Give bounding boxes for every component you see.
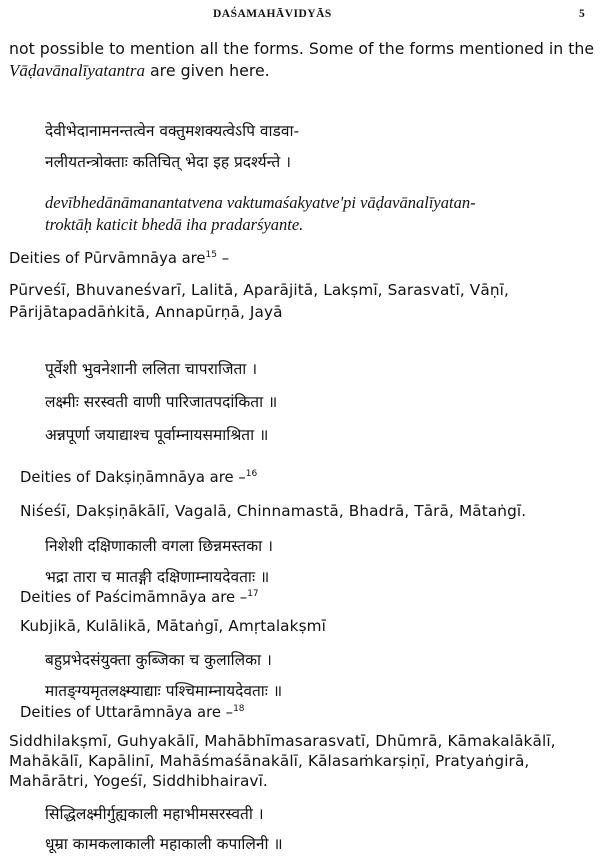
purvamnaya-names-line-2: Pārijātapadāṅkitā, Annapūrṇā, Jayā xyxy=(9,303,283,321)
purvamnaya-heading-text: Deities of Pūrvāmnāya are xyxy=(9,250,206,267)
daksinamnaya-devanagari-line-2: भद्रा तारा च मातङ्गी दक्षिणाम्नायदेवताः ॥ xyxy=(45,568,270,586)
footnote-17: 17 xyxy=(247,589,259,600)
uttaramnaya-names-line-1: Siddhilakṣmī, Guhyakālī, Mahābhīmasarasvatī, Dhūmrā, Kāmakalākālī, xyxy=(9,732,556,750)
intro-line-2-rest: are given here. xyxy=(144,61,270,80)
footnote-15: 15 xyxy=(205,250,217,261)
uttaramnaya-heading-text: Deities of Uttarāmnāya are – xyxy=(20,704,234,721)
intro-book-title: Vāḍavānalīyatantra xyxy=(9,61,145,80)
verse-1-translit-line-1: devībhedānāmanantatvena vaktumaśakyatve'pi vāḍavānalīyatan- xyxy=(45,193,476,212)
pascimamnaya-devanagari-line-1: बहुप्रभेदसंयुक्ता कुब्जिका च कुलालिका । xyxy=(45,651,272,669)
uttaramnaya-heading xyxy=(20,704,245,721)
uttaramnaya-names-line-3: Mahārātri, Yogeśī, Siddhibhairavī. xyxy=(9,772,268,790)
pascimamnaya-heading xyxy=(20,589,259,606)
daksinamnaya-names-line-1: Niśeśī, Dakṣiṇākālī, Vagalā, Chinnamastā, Bhadrā, Tārā, Mātaṅgī. xyxy=(20,502,527,520)
footnote-18: 18 xyxy=(233,704,245,715)
verse-1-devanagari-line-1: देवीभेदानामनन्तत्वेन वक्तुमशक्यत्वेऽपि वाडवा- xyxy=(45,122,300,140)
intro-line-2 xyxy=(9,61,270,81)
intro-line-1: not possible to mention all the forms. Some of the forms mentioned in the xyxy=(9,39,595,58)
uttaramnaya-names-line-2: Mahākālī, Kapālinī, Mahāśmaśānakālī, Kālasaṁkarṣiṇī, Pratyaṅgirā, xyxy=(9,752,530,770)
daksinamnaya-devanagari-line-1: निशेशी दक्षिणाकाली वगला छिन्नमस्तका । xyxy=(45,537,273,555)
footnote-16: 16 xyxy=(245,469,258,480)
purvamnaya-heading xyxy=(9,250,229,267)
daksinamnaya-heading xyxy=(20,469,257,486)
daksinamnaya-heading-text: Deities of Dakṣiṇāmnāya are – xyxy=(20,469,246,486)
page-number: 5 xyxy=(579,8,586,20)
verse-1-devanagari-line-2: नलीयतन्त्रोक्ताः कतिचित् भेदा इह प्रदर्श्यन्ते । xyxy=(45,153,292,171)
uttaramnaya-devanagari-line-2: धूम्रा कामकलाकाली महाकाली कपालिनी ॥ xyxy=(45,835,283,853)
purvamnaya-dash: – xyxy=(216,250,230,267)
uttaramnaya-devanagari-line-1: सिद्धिलक्ष्मीर्गुह्यकाली महाभीमसरस्वती । xyxy=(45,805,264,823)
verse-1-translit-line-2: troktāḥ katicit bhedā iha pradarśyante. xyxy=(45,215,304,234)
purvamnaya-names-line-1: Pūrveśī, Bhuvaneśvarī, Lalitā, Aparājitā, Lakṣmī, Sarasvatī, Vāṇī, xyxy=(9,281,509,299)
purvamnaya-devanagari-line-1: पूर्वेशी भुवनेशानी ललिता चापराजिता । xyxy=(45,360,258,378)
purvamnaya-devanagari-line-2: लक्ष्मीः सरस्वती वाणी पारिजातपदांकिता ॥ xyxy=(45,393,278,411)
running-title: DAŚAMAHĀVIDYĀS xyxy=(213,8,332,20)
pascimamnaya-heading-text: Deities of Paścimāmnāya are – xyxy=(20,589,248,606)
pascimamnaya-devanagari-line-2: मातङ्ग्यमृतलक्ष्म्याद्याः पश्चिमाम्नायदेवताः ॥ xyxy=(45,682,283,700)
purvamnaya-devanagari-line-3: अन्नपूर्णा जयाद्याश्च पूर्वाम्नायसमाश्रिता ॥ xyxy=(45,426,269,444)
pascimamnaya-names-line-1: Kubjikā, Kulālikā, Mātaṅgī, Amṛtalakṣmī xyxy=(20,617,327,635)
